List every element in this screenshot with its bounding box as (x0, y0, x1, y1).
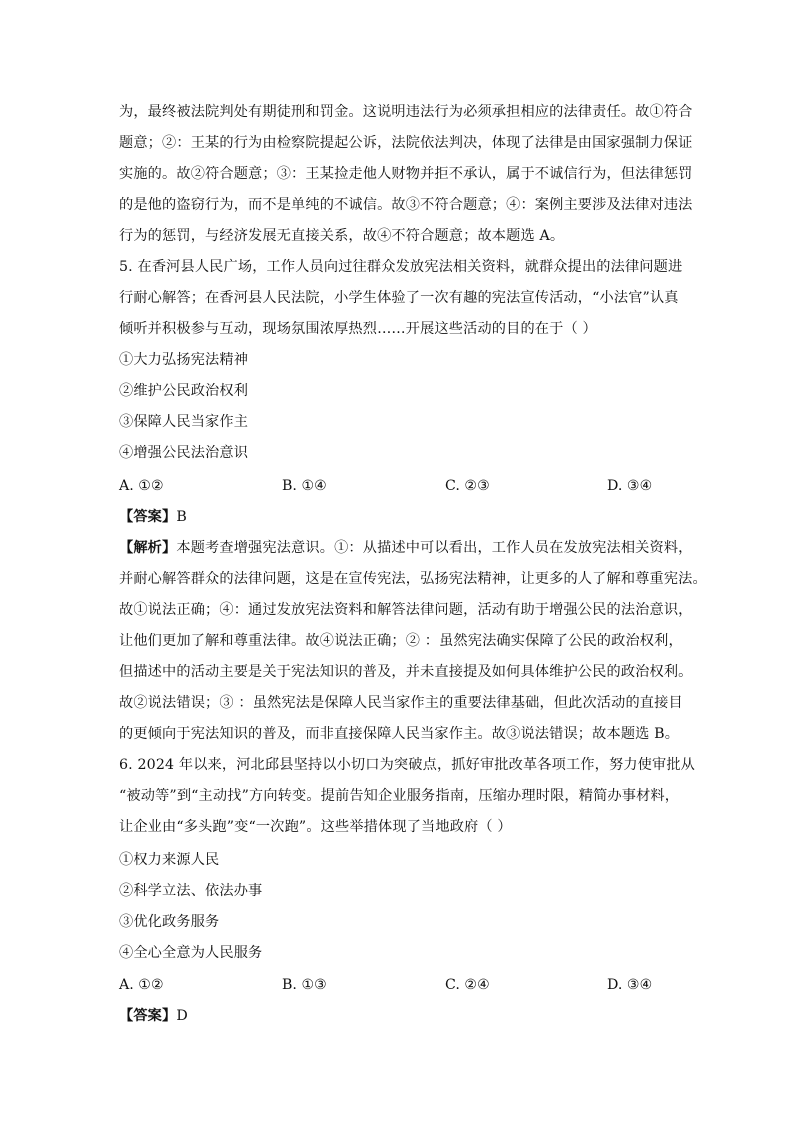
analysis-line: 的是他的盗窃行为，而不是单纯的不诚信。故③不符合题意；④：案例主要涉及法律对违法 (119, 197, 693, 213)
statement-item: ④全心全意为人民服务 (119, 945, 263, 961)
question-5-stem: 倾听并积极参与互动，现场氛围浓厚热烈……开展这些活动的目的在于（ ） (119, 321, 597, 337)
question-6-answer (119, 1006, 679, 1026)
question-5-answer (119, 507, 679, 527)
question-6-stem: “被动等”到“主动找”方向转变。提前告知企业服务指南，压缩办理时限，精简办事材料， (119, 788, 680, 804)
analysis-line: 故①说法正确；④：通过发放宪法资料和解答法律问题，活动有助于增强公民的法治意识， (119, 602, 693, 618)
analysis-line: 为，最终被法院判处有期徒刑和罚金。这说明违法行为必须承担相应的法律责任。故①符合 (119, 104, 693, 120)
option-d: D. ③④ (607, 977, 653, 993)
analysis-line: 的更倾向于宪法知识的普及，而非直接保障人民当家作主。故③说法错误；故本题选 B。 (119, 726, 680, 742)
analysis-label: 【解析】 (119, 540, 177, 556)
answer-value: B (176, 509, 187, 525)
statement-item: ④增强公民法治意识 (119, 445, 249, 461)
option-c: C. ②④ (445, 977, 490, 993)
statement-item: ③保障人民当家作主 (119, 414, 249, 430)
analysis-line: 行为的惩罚，与经济发展无直接关系，故④不符合题意；故本题选 A。 (119, 228, 565, 244)
statement-item: ③优化政务服务 (119, 914, 220, 930)
answer-label: 【答案】 (119, 1008, 177, 1024)
question-6-stem: 让企业由“多头跑”变“一次跑”。这些举措体现了当地政府（ ） (119, 819, 512, 835)
option-d: D. ③④ (607, 478, 653, 494)
statement-item: ①大力弘扬宪法精神 (119, 352, 249, 368)
analysis-line: 并耐心解答群众的法律问题，这是在宣传宪法，弘扬宪法精神，让更多的人了解和尊重宪法。 (119, 571, 707, 587)
analysis-line: 让他们更加了解和尊重法律。故④说法正确；② ：虽然宪法确实保障了公民的政治权利， (119, 633, 683, 649)
option-a: A. ①② (119, 478, 164, 494)
question-5-analysis (119, 538, 693, 558)
question-6-stem: 6. 2024 年以来，河北邱县坚持以小切口为突破点，抓好审批改革各项工作，努力使审批从 (119, 757, 696, 773)
statement-item: ①权力来源人民 (119, 852, 220, 868)
option-b: B. ①③ (282, 977, 327, 993)
analysis-line: 实施的。故②符合题意；③：王某捡走他人财物并拒不承认，属于不诚信行为，但法律惩罚 (119, 166, 693, 182)
question-5-stem: 行耐心解答；在香河县人民法院，小学生体验了一次有趣的宪法宣传活动，“小法官”认真 (119, 290, 679, 306)
option-a: A. ①② (119, 977, 164, 993)
analysis-line: 题意；②：王某的行为由检察院提起公诉，法院依法判决，体现了法律是由国家强制力保证 (119, 135, 693, 151)
option-c: C. ②③ (445, 478, 490, 494)
statement-item: ②维护公民政治权利 (119, 383, 249, 399)
answer-value: D (176, 1008, 188, 1024)
option-b: B. ①④ (282, 478, 327, 494)
answer-label: 【答案】 (119, 509, 177, 525)
statement-item: ②科学立法、依法办事 (119, 883, 263, 899)
analysis-line: 但描述中的活动主要是关于宪法知识的普及，并未直接提及如何具体维护公民的政治权利。 (119, 664, 693, 680)
question-5-stem: 5. 在香河县人民广场，工作人员向过往群众发放宪法相关资料，就群众提出的法律问题进 (119, 259, 683, 275)
analysis-line: 故②说法错误；③ ：虽然宪法是保障人民当家作主的重要法律基础，但此次活动的直接目 (119, 695, 683, 711)
analysis-text: 本题考查增强宪法意识。①：从描述中可以看出，工作人员在发放宪法相关资料， (176, 540, 693, 556)
